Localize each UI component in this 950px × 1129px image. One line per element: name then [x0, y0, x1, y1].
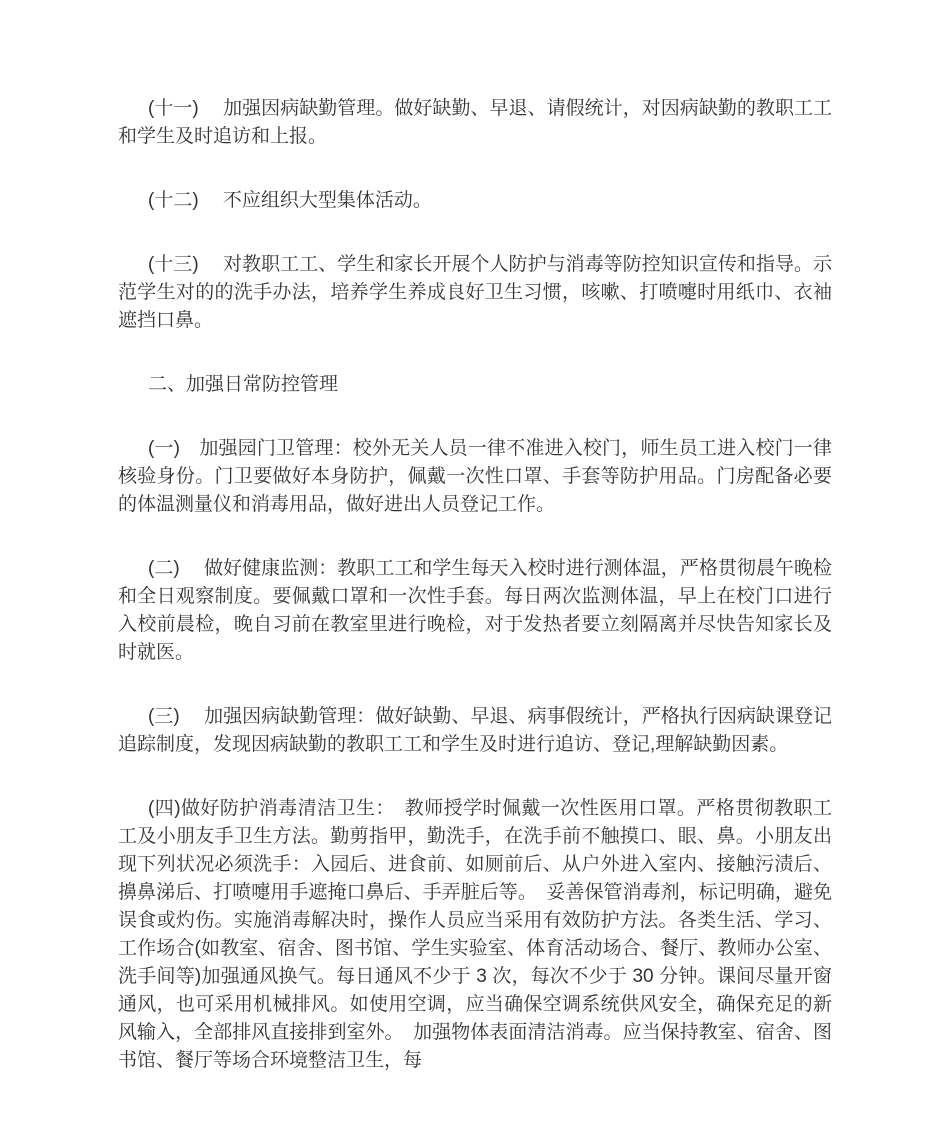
paragraph-item-11: (十一) 加强因病缺勤管理。做好缺勤、早退、请假统计，对因病缺勤的教职工工和学生及时追访和上报。 — [118, 98, 832, 147]
paragraph-item-4: (四)做好防护消毒清洁卫生： 教师授学时佩戴一次性医用口罩。严格贯彻教职工工及小朋友手卫生方法。勤剪指甲，勤洗手，在洗手前不触摸口、眼、鼻。小朋友出现下列状况必须洗手：入园后、进食前、如厕前后、从户外进入室内、接触污渍后、擤鼻涕后、打喷嚏用手遮掩口鼻后、手弄脏后等。 妥善保管消毒剂，标记明确，避免误食或灼伤。实施消毒解决时，操作人员应当采用有效防护方法。各类生活、学习、工作场合(如教室、宿舍、图书馆、学生实验室、体育活动场合、餐厅、教师办公室、洗手间等)加强通风换气。每日通风不少于 3 次，每次不少于 30 分钟。课间尽量开窗通风，也可采用机械排风。如使用空调，应当确保空调系统供风安全，确保充足的新风输入，全部排风直接排到室外。 加强物体表面清洁消毒。应当保持教室、宿舍、图书馆、餐厅等场合环境整洁卫生，每 — [118, 798, 832, 1071]
paragraph-item-3: (三) 加强因病缺勤管理：做好缺勤、早退、病事假统计，严格执行因病缺课登记追踪制度，发现因病缺勤的教职工工和学生及时进行追访、登记,理解缺勤因素。 — [118, 706, 832, 755]
paragraph-item-13: (十三) 对教职工工、学生和家长开展个人防护与消毒等防控知识宣传和指导。示范学生对的的洗手办法，培养学生养成良好卫生习惯，咳嗽、打喷嚏时用纸巾、衣袖遮挡口鼻。 — [118, 254, 832, 331]
paragraph-item-12: (十二) 不应组织大型集体活动。 — [148, 190, 432, 211]
section-heading-2: 二、加强日常防控管理 — [148, 374, 339, 395]
paragraph-item-2: (二) 做好健康监测：教职工工和学生每天入校时进行测体温，严格贯彻晨午晚检和全日观察制度。要佩戴口罩和一次性手套。每日两次监测体温，早上在校门口进行入校前晨检，晚自习前在教室里进行晚检，对于发热者要立刻隔离并尽快告知家长及时就医。 — [118, 558, 832, 663]
paragraph-item-1: (一) 加强园门卫管理：校外无关人员一律不准进入校门，师生员工进入校门一律核验身份。门卫要做好本身防护，佩戴一次性口罩、手套等防护用品。门房配备必要的体温测量仪和消毒用品，做好进出人员登记工作。 — [118, 438, 832, 515]
